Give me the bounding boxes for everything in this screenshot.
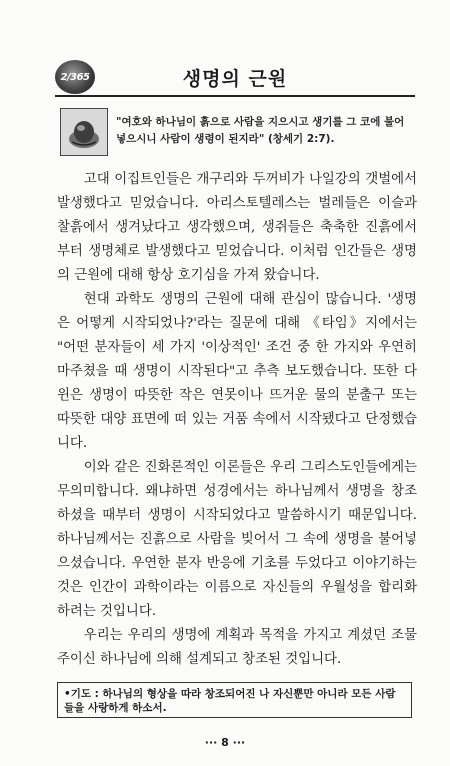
prayer-box — [57, 682, 412, 718]
page-header — [55, 60, 415, 98]
paragraph: 우리는 우리의 생명에 계획과 목적을 가지고 계셨던 조물주이신 하나님에 의해 설계되고 창조된 것입니다. — [57, 628, 417, 667]
paragraph: 현대 과학도 생명의 근원에 대해 관심이 많습니다. '생명은 어떻게 시작되었나?'라는 질문에 대해 《타임》지에서는 "어떤 분자들이 세 가지 '이상적인' 조건 중 한 가지와 우연히 마주쳤을 때 생명이 시작된다"고 추측 보도했습니다. 또한 다윈은 생명이 따뜻한 작은 연못이나 뜨거운 물의 분출구 또는 따뜻한 대양 표면에 떠 있는 거품 속에서 시작됐다고 단정했습니다. — [57, 292, 417, 451]
paragraph: 고대 이집트인들은 개구리와 두꺼비가 나일강의 갯벌에서 발생했다고 믿었습니다. 아리스토텔레스는 벌레들은 이슬과 찰흙에서 생겨났다고 생각했으며, 생쥐들은 축축한 진흙에서부터 생명체로 발생했다고 믿었습니다. 이처럼 인간들은 생명의 근원에 대해 항상 호기심을 가져 왔습니다. — [57, 172, 417, 283]
header-divider — [55, 95, 415, 97]
scripture-quote — [60, 108, 415, 160]
paragraph: 이와 같은 진화론적인 이론들은 우리 그리스도인들에게는 무의미합니다. 왜냐하면 성경에서는 하나님께서 생명을 창조하셨을 때부터 생명이 시작되었다고 말씀하시기 때문입니다. 하나님께서는 진흙으로 사람을 빚어서 그 속에 생명을 불어넣으셨습니다. 우연한 분자 반응에 기초를 두었다고 이야기하는 것은 인간이 과학이라는 이름으로 자신들의 우월성을 합리화하려는 것입니다. — [57, 460, 417, 619]
page-title: 생명의 근원 — [182, 68, 288, 90]
day-badge: 2/365 — [55, 60, 95, 94]
scripture-text: "여호와 하나님이 흙으로 사람을 지으시고 생기를 그 코에 불어 넣으시니 사람이 생령이 된지라" (창세기 2:7). — [116, 116, 405, 145]
page-number: ··· 8 ··· — [204, 736, 246, 749]
prayer-label: •기도 : — [64, 688, 103, 700]
clay-figure-illustration — [64, 112, 104, 152]
prayer-text: 하나님의 형상을 따라 창조되어진 나 자신뿐만 아니라 모든 사람들을 사랑하게 하소서. — [64, 688, 396, 714]
body-text — [57, 168, 417, 672]
clay-figure-icon — [60, 108, 108, 156]
